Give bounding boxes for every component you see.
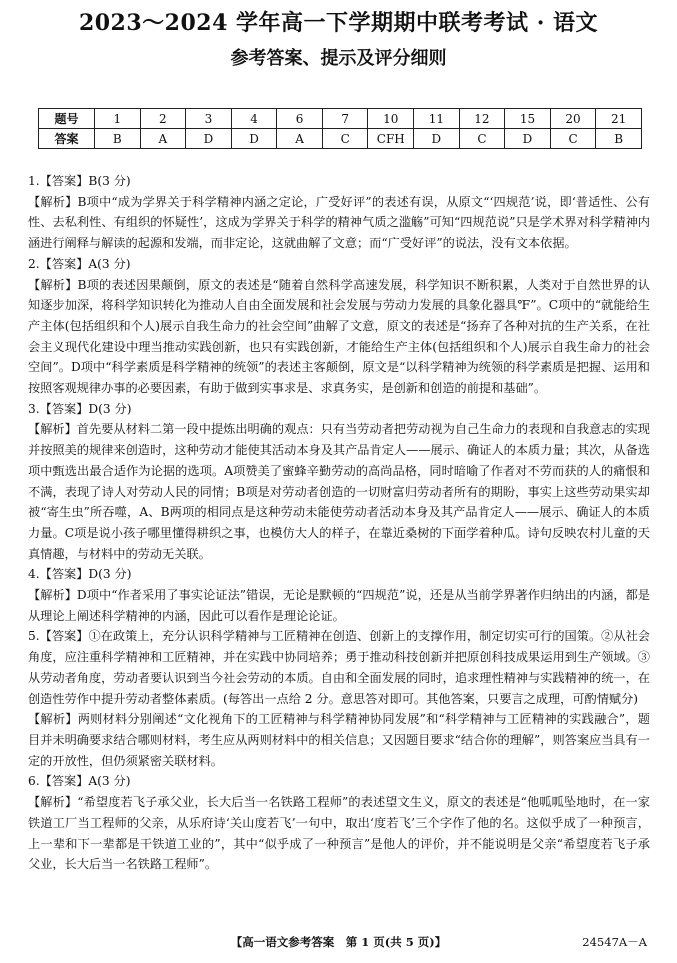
answer-explanations	[28, 171, 650, 875]
answer-line: 1.【答案】B(3 分)	[28, 174, 131, 188]
explanation-paragraph: 【解析】“希望度若飞子承父业，长大后当一名铁路工程师”的表述望文生义，原文的表述是“他呱呱坠地时，在一家铁道工厂当工程师的父亲，从乐府诗‘关山度若飞’一句中，取出‘度若飞’三个字作了他的名。这似乎成了一种预言，上一辈和下一辈都是干铁道工业的”，其中“似乎成了一种预言”是他人的评价，并不能说明是父亲“希望度若飞子承父业，长大后当一名铁路工程师”。	[28, 795, 650, 872]
explanation-paragraph: 【解析】D项中“作者采用了事实论证法”错误，无论是默顿的“四规范”说，还是从当前学界著作归纳出的内涵，都是从理论上阐述科学精神的内涵，因此可以看作是理论论证。	[28, 588, 650, 623]
answer-cell: D	[186, 129, 232, 149]
question-number: 3	[186, 109, 232, 129]
answer-cell: CFH	[368, 129, 414, 149]
item-1	[28, 171, 650, 254]
question-number: 20	[550, 109, 596, 129]
answer-cell: B	[596, 129, 642, 149]
page-title: 2023～2024 学年高一下学期期中联考考试 · 语文	[78, 10, 599, 36]
answer-cell: A	[140, 129, 186, 149]
answer-cell: D	[505, 129, 551, 149]
answer-table-answer-row	[39, 129, 642, 149]
item-4	[28, 564, 650, 626]
explanation-paragraph: 【解析】首先要从材料二第一段中提炼出明确的观点：只有当劳动者把劳动视为自己生命力的表现和自我意志的实现并按照美的规律来创造时，这种劳动才能使其活动本身及其产品肯定人——展示、确证人的本质力量；其次，从备选项中甄选出最合适作为论据的选项。A项赞美了蜜蜂辛勤劳动的高尚品格，同时暗喻了作者对不劳而获的人的痛恨和不满，表现了诗人对劳动人民的同情；B项是对劳动者创造的一切财富归劳动者所有的期盼，事实上这些劳动果实却被“寄生虫”所吞噬，A、B两项的相同点是这种劳动未能使劳动者活动本身及其产品肯定人——展示、确证人的本质力量。C项是说小孩子哪里懂得耕织之事，也模仿大人的样子，在靠近桑树的下面学着种瓜。诗句反映农村儿童的天真情趣，与材料中的劳动无关联。	[28, 422, 650, 561]
answer-cell: B	[95, 129, 141, 149]
footer-page-info: 【高一语文参考答案 第 1 页(共 5 页)】	[230, 935, 447, 949]
question-number: 7	[322, 109, 368, 129]
answer-line: 3.【答案】D(3 分)	[28, 401, 132, 416]
item-2	[28, 254, 650, 399]
item-5	[28, 626, 650, 771]
answer-cell: D	[414, 129, 460, 149]
answer-cell: C	[459, 129, 505, 149]
item-3	[28, 399, 650, 565]
item-6	[28, 771, 650, 875]
row-label-answer: 答案	[39, 129, 95, 149]
explanation-paragraph: 【解析】B项的表述因果颠倒，原文的表述是“随着自然科学高速发展，科学知识不断积累，人类对于自然世界的认知逐步加深，将科学知识转化为推动人自由全面发展和社会发展与劳动力发展的具象化器具℉”。C项中的“就能给生产主体(包括组织和个人)展示自我生命力的社会空间”曲解了文意，原文的表述是“扬弃了各种对抗的生产关系，在社会主义现代化建设中理当推动实践创新，也只有实践创新，才能给生产主体(包括组织和个人)展示自我生命力的社会空间”。D项中“科学素质是科学精神的统领”的表述主客颠倒，原文是“以科学精神为统领的科学素质是把握、运用和按照客观规律办事的必要因素，有助于做到实事求是、求真务实，是创新和创造的前提和基础”。	[28, 277, 650, 396]
question-number: 15	[505, 109, 551, 129]
answer-line: 6.【答案】A(3 分)	[28, 774, 131, 789]
question-number: 1	[95, 109, 141, 129]
answer-table	[38, 108, 642, 149]
question-number: 6	[277, 109, 323, 129]
answer-cell: C	[550, 129, 596, 149]
answer-cell: C	[322, 129, 368, 149]
answer-cell: A	[277, 129, 323, 149]
question-number: 2	[140, 109, 186, 129]
footer-code: 24547A－A	[582, 935, 647, 949]
question-number: 11	[414, 109, 460, 129]
page-subtitle: 参考答案、提示及评分细则	[230, 48, 447, 69]
answer-table-number-row	[39, 109, 642, 129]
answer-line: 5.【答案】①在政策上，充分认识科学精神与工匠精神在创造、创新上的支撑作用，制定切实可行的国策。②从社会角度，应注重科学精神和工匠精神，并在实践中协同培养；勇于推动科技创新并把原创科技成果运用到生产领域。③从劳动者角度，劳动者要认识到当今社会劳动的本质。自由和全面发展的同时，追求理性精神与实践精神的统一，在创造性劳作中提升劳动者整体素质。(每答出一点给 2 分。意思答对即可。其他答案，只要言之成理，可酌情赋分)	[28, 629, 650, 706]
explanation-paragraph: 【解析】B项中“成为学界关于科学精神内涵之定论，广受好评”的表述有误，从原文“‘四规范’说，即‘普适性、公有性、去私利性、有组织的怀疑性’，这成为学界关于科学的精神气质之滥觞”可知“四规范说”只是学术界对科学精神内涵进行阐释与解读的起源和发端，而非定论，这就曲解了文意；而“广受好评”的说法，没有文本依据。	[28, 194, 650, 251]
answer-line: 2.【答案】A(3 分)	[28, 256, 131, 271]
row-label-number: 题号	[39, 109, 95, 129]
question-number: 10	[368, 109, 414, 129]
question-number: 21	[596, 109, 642, 129]
explanation-paragraph: 【解析】两则材料分别阐述“文化视角下的工匠精神与科学精神协同发展”和“科学精神与工匠精神的实践融合”，题目并未明确要求结合哪则材料，考生应从两则材料中的相关信息；又因题目要求“结合你的理解”，则答案应当具有一定的开放性，但仍须紧密关联材料。	[28, 712, 650, 768]
question-number: 4	[231, 109, 277, 129]
answer-line: 4.【答案】D(3 分)	[28, 567, 132, 582]
question-number: 12	[459, 109, 505, 129]
answer-cell: D	[231, 129, 277, 149]
